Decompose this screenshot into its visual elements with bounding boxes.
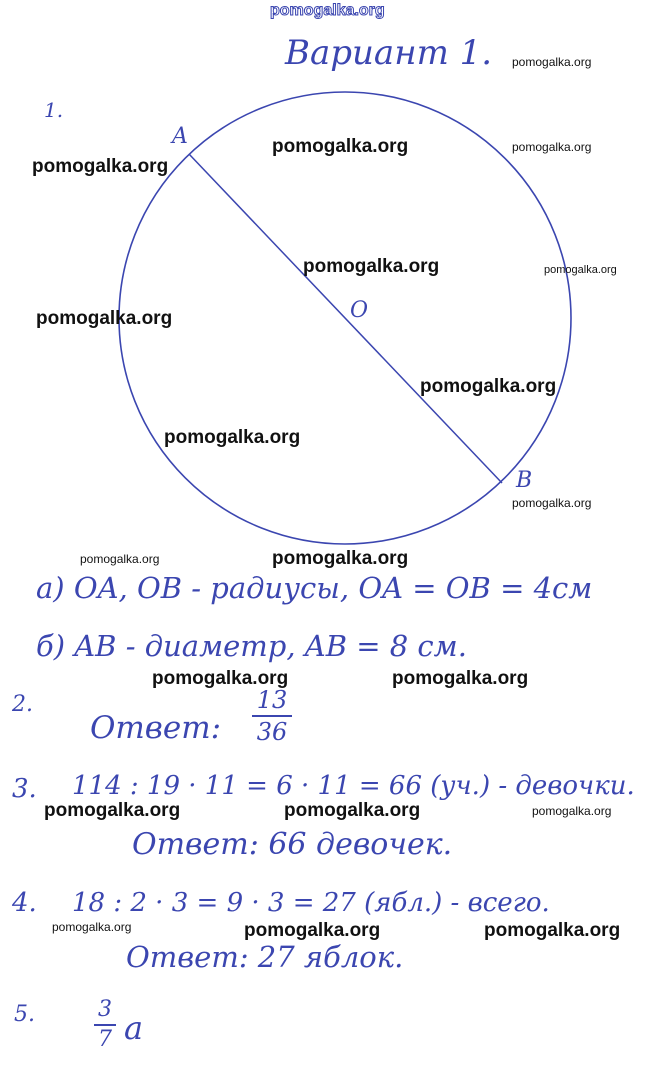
task-3-answer: Ответ: 66 девочек.	[132, 827, 453, 862]
point-o-label: O	[350, 298, 369, 323]
point-a-label: A	[172, 124, 188, 149]
watermark: pomogalka.org	[272, 548, 409, 569]
task-5-numerator: 3	[98, 997, 112, 1022]
task-5-fraction	[94, 999, 116, 1051]
task-3-calc: 114 : 19 · 11 = 6 · 11 = 66 (уч.) - девочки.	[72, 771, 635, 801]
fraction-bar	[94, 1024, 116, 1026]
watermark: pomogalka.org	[303, 256, 440, 277]
task-5-number: 5.	[14, 1002, 35, 1027]
task-2-denominator: 36	[256, 718, 288, 746]
task-4-calc: 18 : 2 · 3 = 9 · 3 = 27 (ябл.) - всего.	[72, 888, 550, 918]
watermark-top: pomogalka.org	[270, 2, 385, 19]
task-3-number: 3.	[12, 774, 37, 804]
watermark: pomogalka.org	[272, 136, 409, 157]
task-4-answer: Ответ: 27 яблок.	[126, 940, 404, 974]
task-2-numerator: 13	[256, 686, 288, 714]
watermark: pomogalka.org	[52, 920, 132, 934]
task-4-number: 4.	[12, 888, 37, 918]
watermark: pomogalka.org	[512, 140, 592, 154]
watermark: pomogalka.org	[420, 376, 557, 397]
task-5-denominator: 7	[98, 1027, 112, 1052]
watermark: pomogalka.org	[36, 308, 173, 329]
watermark: pomogalka.org	[152, 668, 289, 689]
watermark: pomogalka.org	[512, 496, 592, 510]
task-2-fraction	[252, 688, 292, 744]
watermark: pomogalka.org	[284, 800, 421, 821]
page-title: Вариант 1.	[285, 33, 493, 73]
task-5-variable: a	[124, 1009, 144, 1047]
watermark: pomogalka.org	[532, 804, 612, 818]
task-2-answer-label: Ответ:	[90, 710, 222, 746]
watermark: pomogalka.org	[32, 156, 169, 177]
watermark: pomogalka.org	[544, 264, 617, 276]
watermark: pomogalka.org	[244, 920, 381, 941]
watermark: pomogalka.org	[164, 427, 301, 448]
task-1-line-a: а) OA, OB - радиусы, OA = OB = 4см	[36, 571, 593, 605]
watermark: pomogalka.org	[512, 55, 592, 69]
watermark: pomogalka.org	[44, 800, 181, 821]
watermark: pomogalka.org	[80, 552, 160, 566]
task-2-number: 2.	[12, 692, 33, 717]
watermark: pomogalka.org	[392, 668, 529, 689]
task-1-number: 1.	[44, 98, 64, 122]
watermark: pomogalka.org	[484, 920, 621, 941]
fraction-bar	[252, 715, 292, 717]
point-b-label: B	[516, 468, 533, 493]
task-1-line-b: б) AB - диаметр, AB = 8 см.	[36, 629, 467, 663]
